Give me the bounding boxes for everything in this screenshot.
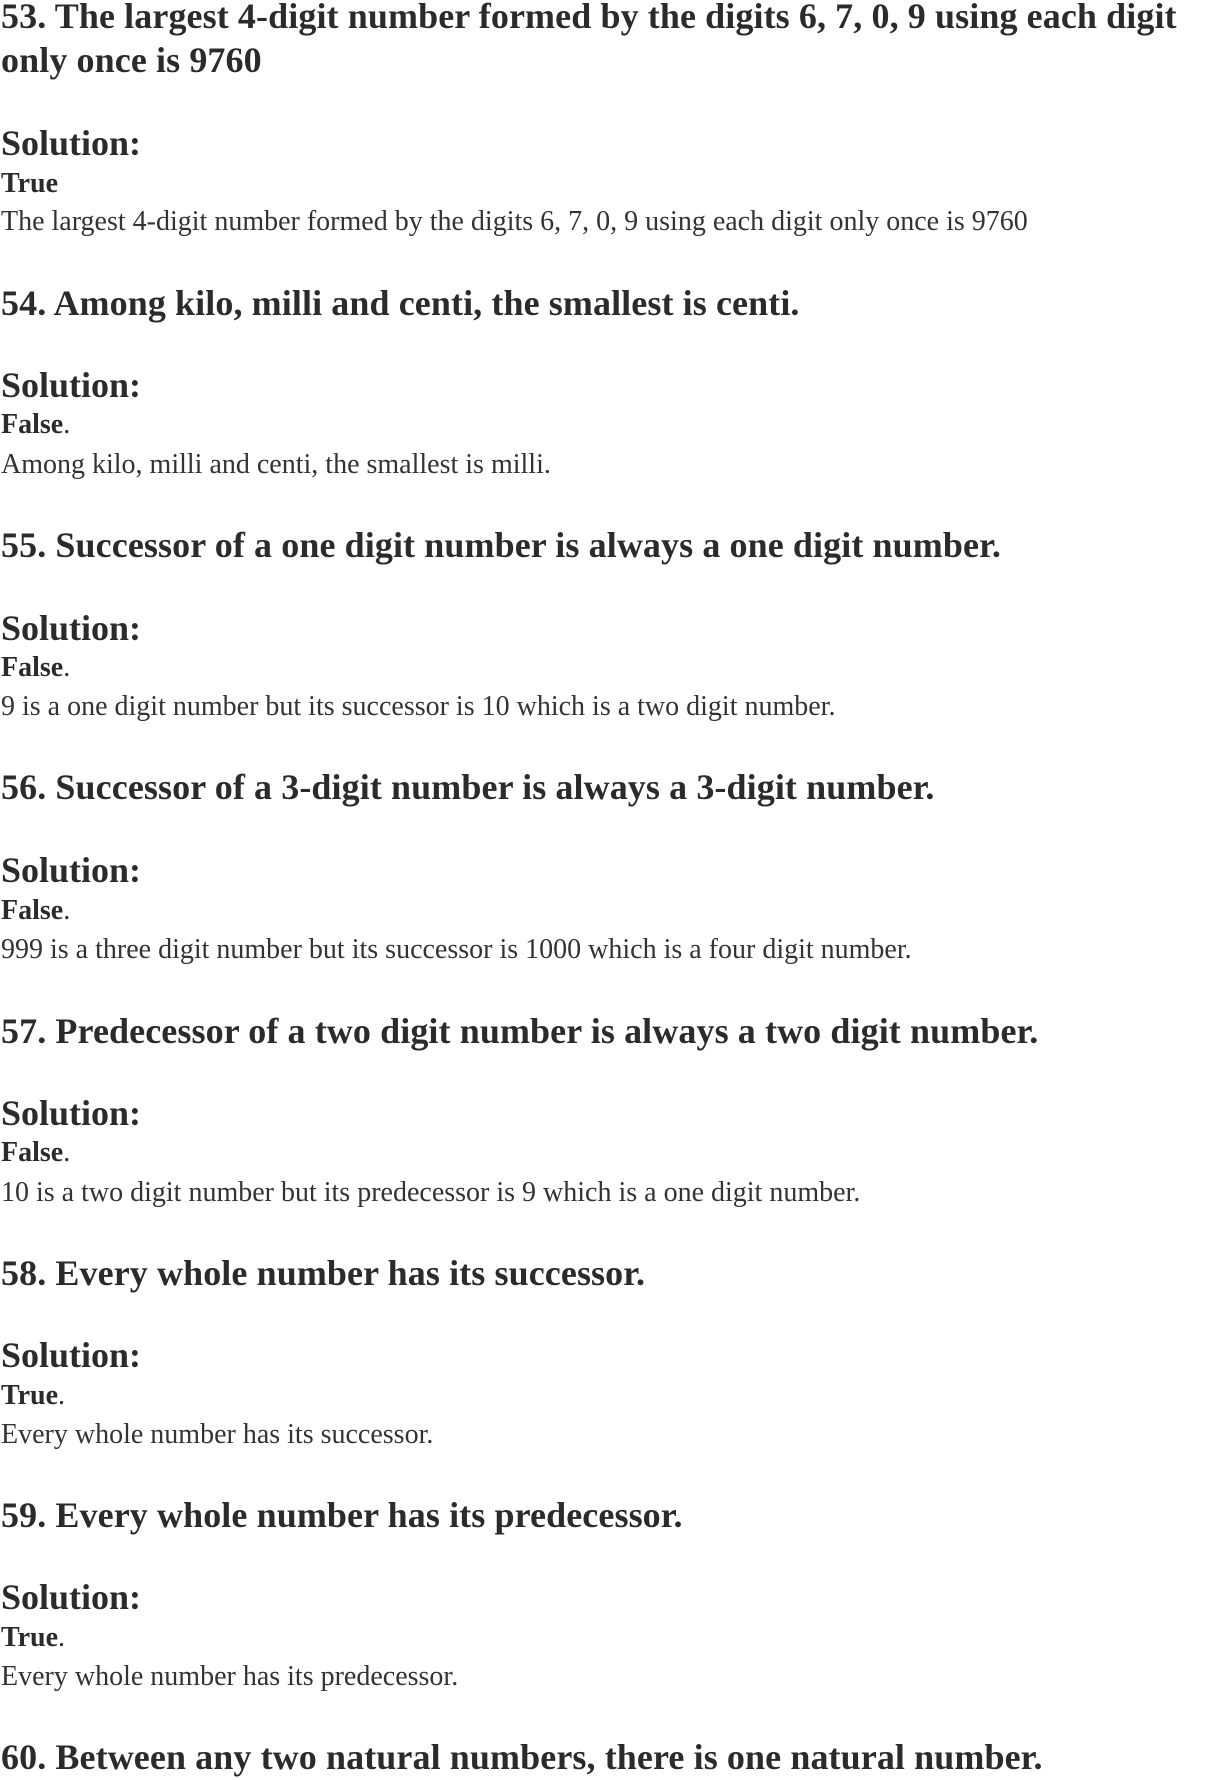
question-58-heading <box>1 1251 645 1295</box>
question-57-heading <box>1 1009 1038 1053</box>
solution-explanation: Every whole number has its predecessor. <box>1 1661 459 1692</box>
solution-label: Solution: <box>1 365 142 405</box>
question-number: 60. <box>1 1737 47 1777</box>
verdict-suffix: . <box>63 652 71 683</box>
verdict-suffix: . <box>58 1622 66 1653</box>
verdict-value: True <box>1 1622 59 1653</box>
question-55-heading <box>1 523 1001 567</box>
verdict-suffix: . <box>63 895 71 926</box>
question-statement: Successor of a 3-digit number is always a 3-digit number. <box>55 767 935 807</box>
verdict <box>1 1136 70 1170</box>
verdict <box>1 894 70 928</box>
question-statement: Every whole number has its successor. <box>55 1253 646 1293</box>
question-60-heading <box>1 1735 1043 1779</box>
question-statement: Every whole number has its predecessor. <box>55 1495 683 1535</box>
question-number: 56. <box>1 767 47 807</box>
solution-label: Solution: <box>1 608 142 648</box>
verdict-value: False <box>1 409 64 440</box>
verdict <box>1 408 70 442</box>
question-statement: The largest 4-digit number formed by the digits 6, 7, 0, 9 using each digit only once is 9760 <box>1 0 1177 80</box>
verdict-value: False <box>1 895 64 926</box>
verdict-suffix: . <box>63 1137 71 1168</box>
question-54-heading <box>1 281 800 325</box>
solution-label: Solution: <box>1 1093 142 1133</box>
verdict-value: True <box>1 1380 59 1411</box>
question-statement: Between any two natural numbers, there is one natural number. <box>55 1737 1043 1777</box>
solution-label: Solution: <box>1 123 142 163</box>
solution-explanation: Every whole number has its successor. <box>1 1419 434 1450</box>
question-number: 54. <box>1 283 47 323</box>
question-53-heading <box>1 0 1191 82</box>
verdict-suffix: . <box>58 1380 66 1411</box>
question-number: 55. <box>1 525 47 565</box>
verdict <box>1 1379 65 1413</box>
solution-label: Solution: <box>1 1335 142 1375</box>
solution-explanation: 9 is a one digit number but its successor is 10 which is a two digit number. <box>1 691 836 722</box>
question-59-heading <box>1 1493 683 1537</box>
verdict-suffix: . <box>63 409 71 440</box>
verdict-value: False <box>1 1137 64 1168</box>
solution-explanation: 999 is a three digit number but its successor is 1000 which is a four digit number. <box>1 934 912 965</box>
verdict <box>1 167 58 201</box>
solution-explanation: Among kilo, milli and centi, the smallest is milli. <box>1 449 551 480</box>
verdict <box>1 651 70 685</box>
question-number: 58. <box>1 1253 47 1293</box>
verdict-value: True <box>1 168 59 199</box>
question-number: 53. <box>1 0 47 36</box>
verdict-value: False <box>1 652 64 683</box>
question-56-heading <box>1 765 935 809</box>
question-statement: Successor of a one digit number is always a one digit number. <box>55 525 1001 565</box>
question-statement: Among kilo, milli and centi, the smallest is centi. <box>53 283 800 323</box>
solution-explanation: 10 is a two digit number but its predecessor is 9 which is a one digit number. <box>1 1177 861 1208</box>
verdict <box>1 1621 65 1655</box>
question-statement: Predecessor of a two digit number is always a two digit number. <box>55 1011 1039 1051</box>
question-number: 59. <box>1 1495 47 1535</box>
solution-label: Solution: <box>1 850 142 890</box>
question-number: 57. <box>1 1011 47 1051</box>
solution-label: Solution: <box>1 1577 142 1617</box>
solution-explanation: The largest 4-digit number formed by the digits 6, 7, 0, 9 using each digit only once is 9760 <box>1 206 1028 237</box>
